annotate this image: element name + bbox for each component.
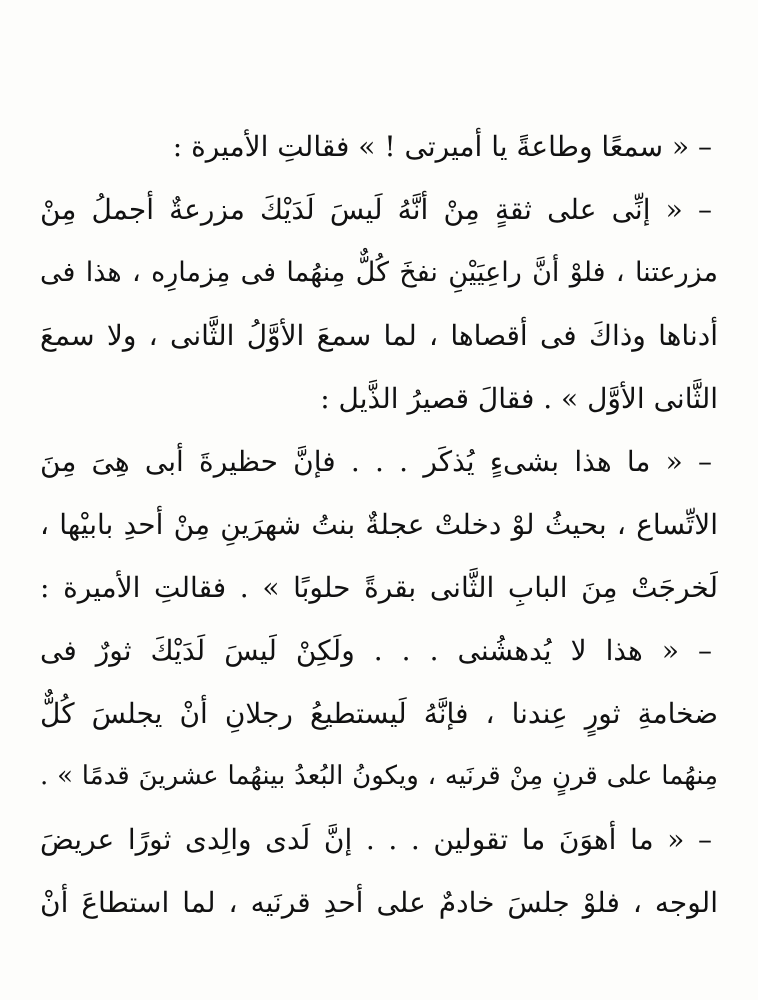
text-line: – « ما أهوَنَ ما تقولين . . . إنَّ لَدى والِدى ثورًا عريضَ <box>40 823 712 856</box>
text-line: – « هذا لا يُدهشُنى . . . ولَكِنْ لَيسَ لَدَيْكَ ثورٌ فى <box>40 634 712 667</box>
text-line: – « ما هذا بشىءٍ يُذكَر . . . فإنَّ حظيرةَ أبى هِىَ مِنَ <box>40 445 712 478</box>
text-line: مزرعتنا ، فلوْ أنَّ راعِيَيْنِ نفخَ كُلٌّ مِنهُما فى مِزمارِه ، هذا فى <box>40 257 718 288</box>
text-line: لَخرجَتْ مِنَ البابِ الثَّانى بقرةً حلوبًا » . فقالتِ الأميرة : <box>40 571 718 604</box>
text-line: مِنهُما على قرنٍ مِنْ قرنَيه ، ويكونُ البُعدُ بينهُما عشرينَ قدمًا » . <box>40 761 718 791</box>
text-line: الاتِّساع ، بحيثُ لوْ دخلتْ عجلةٌ بنتُ شهرَينِ مِنْ أحدِ بابيْها ، <box>40 508 718 541</box>
text-line: الوجه ، فلوْ جلسَ خادمٌ على أحدِ قرنَيه ، لما استطاعَ أنْ <box>40 886 718 919</box>
text-line: – « إنِّى على ثقةٍ مِنْ أنَّهُ لَيسَ لَدَيْكَ مزرعةٌ أجملُ مِنْ <box>40 193 712 226</box>
text-body <box>40 115 718 934</box>
text-line: – « سمعًا وطاعةً يا أميرتى ! » فقالتِ الأميرة : <box>172 130 712 163</box>
text-line: ضخامةِ ثورٍ عِندنا ، فإنَّهُ لَيستطيعُ رجلانِ أنْ يجلسَ كُلٌّ <box>40 697 718 730</box>
text-line: أدناها وذاكَ فى أقصاها ، لما سمعَ الأوَّلُ الثَّانى ، ولا سمعَ <box>40 319 718 352</box>
text-line: الثَّانى الأوَّل » . فقالَ قصيرُ الذَّيل : <box>320 382 718 415</box>
